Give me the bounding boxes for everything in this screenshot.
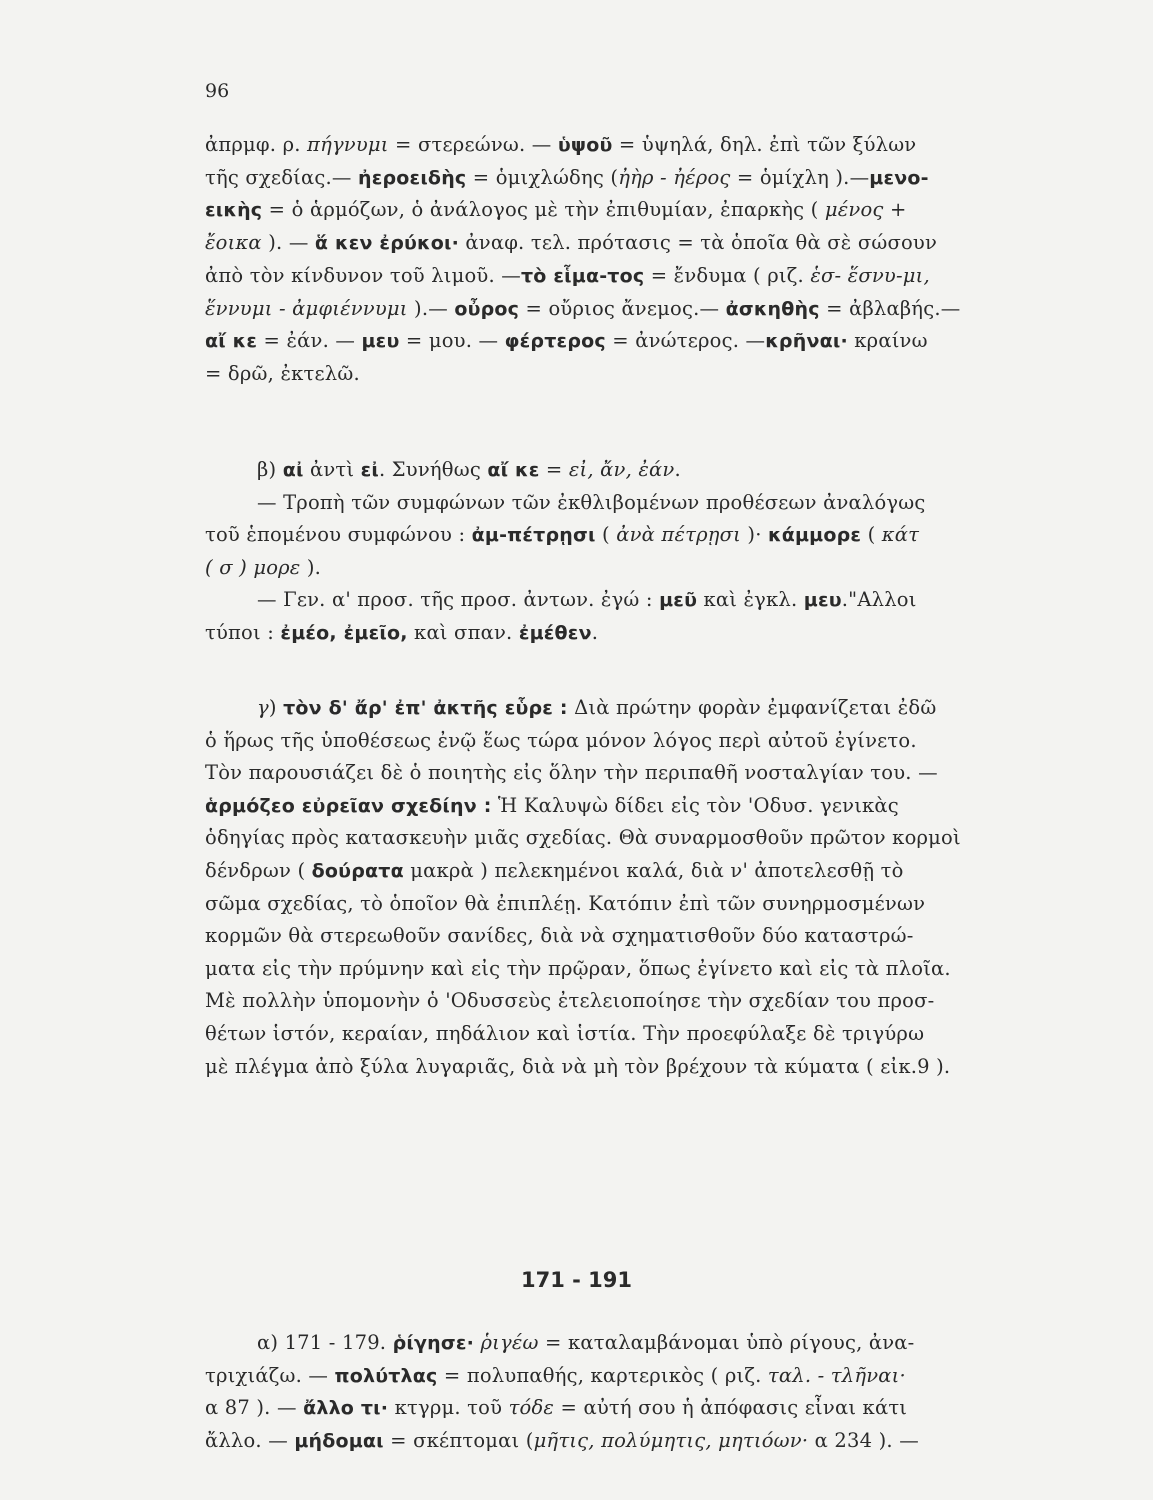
text-run: θέτων ἱστόν, κεραίαν, πηδάλιον καὶ ἱστία. Τὴν προεφύλαξε δὲ τριγύρω	[205, 1022, 925, 1045]
italic-term: ἔοικα	[205, 231, 262, 255]
block3-line	[205, 956, 1043, 982]
block1-line	[205, 328, 1043, 354]
bold-term: ἐμέθεν	[518, 622, 592, 644]
italic-term: γ	[257, 696, 269, 719]
text-run: α 234 ). —	[808, 1428, 919, 1452]
italic-term: ἕννυμι - ἀμφιέννυμι	[205, 296, 408, 320]
italic-term: μένος	[824, 198, 884, 222]
block1-line	[205, 296, 1043, 322]
text-run: — Τροπὴ τῶν συμφώνων τῶν ἐκθλιβομένων προθέσεων ἀναλόγως	[257, 490, 926, 514]
bold-term: μήδομαι	[294, 1429, 384, 1452]
bold-term: φέρτερος	[504, 330, 606, 353]
block2-line	[257, 457, 1043, 483]
text-run: καὶ σπαν.	[407, 621, 519, 644]
text-run: ἀναφ. τελ. πρότασις = τὰ ὁποῖα θὰ σὲ σώσουν	[459, 231, 938, 255]
italic-term: πήγνυμι	[307, 133, 389, 156]
text-run: ὁδηγίας πρὸς κατασκευὴν μιᾶς σχεδίας. Θὰ συναρμοσθοῦν πρῶτον κορμοὶ	[205, 826, 961, 850]
italic-term: ἀνὰ πέτρῃσι	[616, 523, 741, 547]
bold-term: ἀσκηθὴς	[725, 297, 820, 320]
bold-term: δούρατα	[311, 860, 404, 882]
text-run: ).	[300, 555, 322, 579]
bold-term: ἐμέο, ἐμεῖο,	[280, 622, 408, 644]
block4-line	[205, 1363, 1043, 1389]
block4-line	[205, 1428, 1043, 1454]
text-run: — Γεν. α' προσ. τῆς προσ. ἀντων. ἐγώ :	[257, 588, 660, 612]
bold-term: εἰ	[360, 459, 379, 481]
text-run: ). —	[261, 231, 315, 255]
block3-line	[205, 760, 1043, 786]
text-run: = ὑψηλά, δηλ. ἐπὶ τῶν ξύλων	[612, 133, 917, 156]
text-run: = καταλαμβάνομαι ὑπὸ ρίγους, ἀνα-	[538, 1331, 915, 1354]
bold-term: ἄλλο τι·	[303, 1397, 389, 1419]
italic-term: ῥιγέω	[480, 1331, 539, 1354]
block3-line	[205, 1054, 1043, 1080]
bold-term: τὸν δ' ἄρ' ἐπ' ἀκτῆς εὗρε :	[283, 697, 568, 719]
italic-term: ταλ. - τλῆναι·	[767, 1363, 906, 1387]
text-run: ἄλλο. —	[205, 1428, 295, 1452]
text-run: μακρὰ ) πελεκημένοι καλά, διὰ ν' ἀποτελεσθῇ τὸ	[403, 859, 904, 882]
text-run: = οὔριος ἄνεμος.—	[519, 296, 726, 320]
block3-line	[205, 793, 1043, 819]
text-run: α 87 ). —	[205, 1396, 304, 1419]
text-run: = ἀνώτερος. —	[605, 329, 766, 353]
block3-line	[205, 923, 1043, 949]
text-run: )	[268, 696, 284, 719]
bold-term: ἅ κεν ἐρύκοι·	[314, 232, 460, 255]
block3-line	[205, 891, 1043, 917]
bold-term: μενο-	[869, 166, 929, 189]
block4-line	[257, 1330, 1043, 1356]
text-run: ἀντὶ	[303, 458, 361, 481]
text-run: τοῦ ἑπομένου συμφώνου :	[205, 523, 472, 547]
section-heading: 171 - 191	[520, 1268, 632, 1292]
block4-line	[205, 1395, 1043, 1421]
text-run: = ὁμιχλώδης (	[466, 165, 619, 189]
text-run: . Συνήθως	[379, 458, 488, 481]
bold-term: κρῆναι·	[765, 330, 848, 353]
text-run: κραίνω	[847, 329, 928, 353]
text-run: = δρῶ, ἐκτελῶ.	[205, 361, 360, 385]
text-run: = αὐτή σου ἡ ἀπόφασις εἶναι κάτι	[554, 1396, 908, 1419]
block1-line	[205, 230, 1043, 256]
text-run: (	[595, 523, 617, 547]
bold-term: κάμμορε	[768, 524, 862, 547]
italic-term: τόδε	[508, 1396, 555, 1419]
text-run: κορμῶν θὰ στερεωθοῦν σανίδες, διὰ νὰ σχηματισθοῦν δύο καταστρώ-	[205, 924, 914, 948]
text-run: = μου. —	[399, 329, 505, 353]
block2-line	[205, 522, 1043, 548]
bold-term: εικὴς	[205, 199, 263, 222]
bold-term: οὖρος	[454, 297, 520, 320]
italic-term: μῆτις, πολύμητις, μητιόων·	[533, 1428, 809, 1452]
text-run: = πολυπαθής, καρτερικὸς ( ριζ.	[437, 1363, 768, 1387]
text-run: ἀπρμφ. ρ.	[205, 133, 308, 156]
text-run: τριχιάζω. —	[205, 1363, 335, 1387]
text-run: μὲ πλέγμα ἀπὸ ξύλα λυγαριᾶς, διὰ νὰ μὴ τὸν βρέχουν τὰ κύματα ( εἰκ.9 ).	[205, 1054, 951, 1078]
text-run: ὁ ἥρως τῆς ὑποθέσεως ἐνῷ ἕως τώρα μόνον λόγος περὶ αὐτοῦ ἐγίνετο.	[205, 728, 917, 752]
text-run: Μὲ πολλὴν ὑπομονὴν ὁ 'Οδυσσεὺς ἐτελειοποίησε τὴν σχεδίαν του προσ-	[205, 989, 935, 1013]
block3-line	[205, 825, 1043, 851]
bold-term: αἰ	[282, 459, 304, 481]
text-run: δένδρων (	[205, 859, 312, 882]
text-run: .	[591, 621, 599, 644]
text-run: .	[674, 458, 681, 481]
text-run: α) 171 - 179.	[257, 1331, 393, 1354]
text-run: Ἡ Καλυψὼ δίδει εἰς τὸν 'Οδυσ. γενικὰς	[491, 793, 899, 817]
text-run: ἀπὸ τὸν κίνδυνον τοῦ λιμοῦ. —	[205, 263, 521, 287]
page-number: 96	[205, 80, 230, 102]
bold-term: πολύτλας	[334, 1364, 438, 1387]
text-run: Διὰ πρώτην φορὰν ἐμφανίζεται ἐδῶ	[567, 696, 937, 719]
block3-line	[205, 858, 1043, 884]
text-run: καὶ ἐγκλ.	[697, 588, 804, 612]
text-run: ματα εἰς τὴν πρύμνην καὶ εἰς τὴν πρῷραν, ὅπως ἐγίνετο καὶ εἰς τὰ πλοῖα.	[205, 956, 951, 980]
block1-line	[205, 197, 1043, 223]
text-run: = ὁ ἁρμόζων, ὁ ἀνάλογος μὲ τὴν ἐπιθυμίαν, ἐπαρκὴς (	[262, 198, 825, 222]
text-run: τῆς σχεδίας.—	[205, 165, 358, 189]
text-run: Τὸν παρουσιάζει δὲ ὁ ποιητὴς εἰς ὅλην τὴν περιπαθῆ νοσταλγίαν του. —	[205, 761, 938, 785]
bold-term: αἴ κε	[487, 459, 540, 481]
block2-line	[257, 587, 1043, 613]
bold-term: μεῦ	[659, 589, 698, 612]
bold-term: ἁρμόζεο εὐρεῖαν σχεδίην :	[205, 794, 492, 817]
block3-line	[205, 988, 1043, 1014]
text-run: = ἔνδυμα ( ριζ.	[644, 263, 811, 287]
text-run: )·	[741, 523, 769, 547]
block1-line	[205, 263, 1043, 289]
italic-term: ( σ ) μορε	[205, 555, 301, 579]
text-run: +	[883, 198, 907, 222]
bold-term: μευ	[361, 330, 400, 353]
bold-term: ὑψοῦ	[557, 134, 613, 156]
italic-term: εἰ, ἄν, ἐάν	[568, 458, 675, 481]
text-run: ."Αλλοι	[841, 588, 917, 612]
text-run: τύποι :	[205, 621, 281, 644]
italic-term: ἠὴρ - ἠέρος	[618, 165, 731, 189]
text-run: = ὁμίχλη ).—	[730, 165, 870, 189]
block3-line	[257, 695, 1043, 721]
block3-line	[205, 1021, 1043, 1047]
text-run: σῶμα σχεδίας, τὸ ὁποῖον θὰ ἐπιπλέῃ. Κατόπιν ἐπὶ τῶν συνηρμοσμένων	[205, 891, 926, 915]
text-run: ).—	[407, 296, 455, 320]
text-run: κτγρμ. τοῦ	[388, 1396, 509, 1419]
block2-line	[205, 555, 1043, 581]
block2-line	[205, 620, 1043, 646]
block1-line	[205, 165, 1043, 191]
block1-line	[205, 361, 1043, 387]
block1-line	[205, 132, 1043, 158]
text-run: = ἀβλαβής.—	[819, 296, 961, 320]
bold-term: μευ	[803, 589, 842, 612]
text-run: = ἐάν. —	[257, 329, 362, 353]
bold-term: τὸ εἷμα-τος	[520, 264, 645, 287]
text-run: β)	[257, 458, 283, 481]
text-run: =	[539, 458, 569, 481]
italic-term: ἑσ- ἕσνυ-μι,	[810, 263, 930, 287]
block3-line	[205, 728, 1043, 754]
bold-term: ἠεροειδὴς	[358, 166, 467, 189]
text-run: = σκέπτομαι (	[383, 1428, 534, 1452]
italic-term: κάτ	[881, 523, 920, 547]
text-run: = στερεώνω. —	[388, 133, 558, 156]
block2-line	[257, 490, 1043, 516]
text-run: (	[861, 523, 882, 547]
bold-term: ῥίγησε·	[392, 1332, 475, 1354]
bold-term: αἴ κε	[205, 330, 258, 353]
bold-term: ἀμ-πέτρῃσι	[471, 524, 596, 547]
